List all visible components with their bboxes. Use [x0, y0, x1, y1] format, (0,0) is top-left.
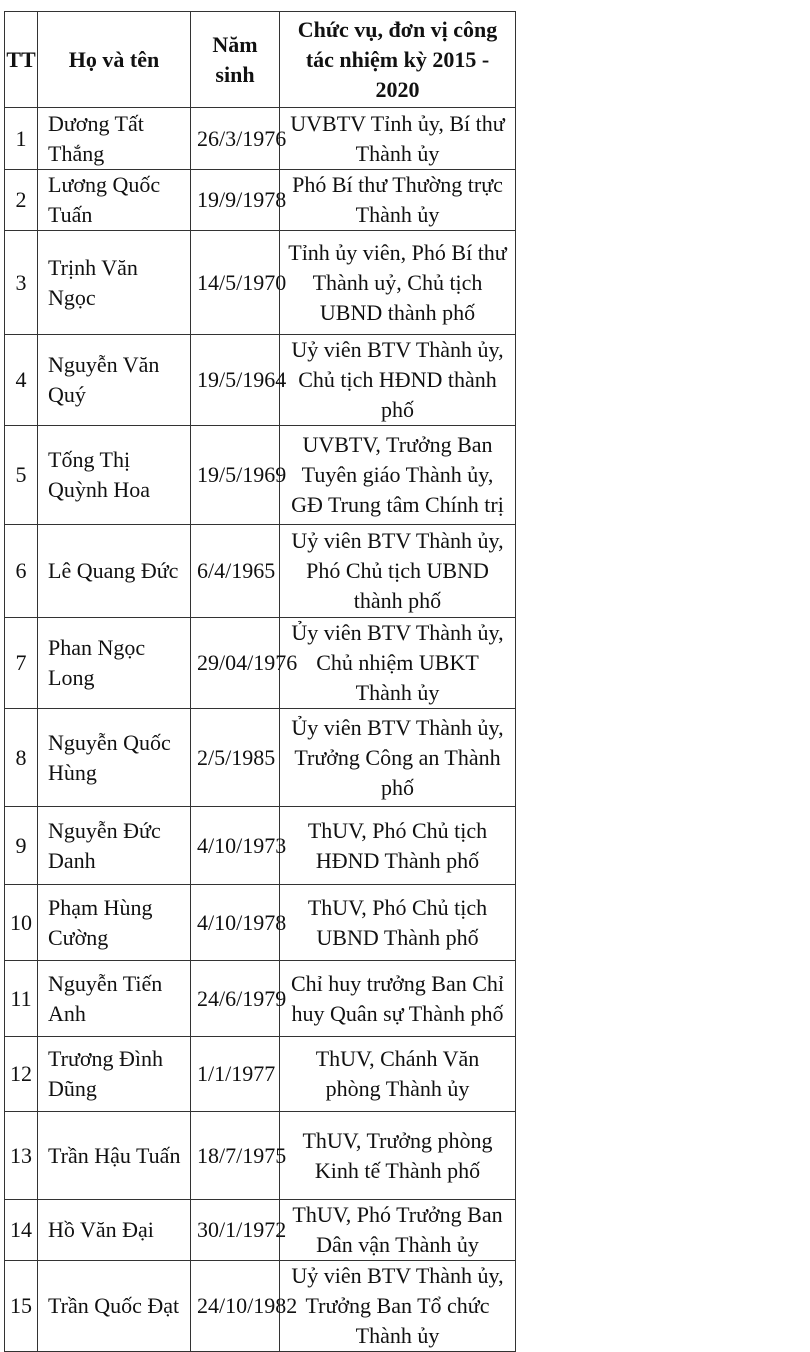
birth-date: 24/10/1982	[191, 1261, 280, 1352]
position-text: ThUV, Phó Chủ tịch UBND Thành phố	[280, 885, 516, 961]
header-row	[5, 12, 516, 108]
position-text: Phó Bí thư Thường trực Thành ủy	[280, 170, 516, 231]
position-text: Ủy viên BTV Thành ủy, Trưởng Công an Thành phố	[280, 709, 516, 807]
birth-date: 2/5/1985	[191, 709, 280, 807]
position-text: ThUV, Phó Chủ tịch HĐND Thành phố	[280, 807, 516, 885]
row-number: 4	[5, 335, 38, 426]
person-name: Dương Tất Thắng	[38, 108, 191, 170]
position-text: ThUV, Phó Trưởng Ban Dân vận Thành ủy	[280, 1200, 516, 1261]
position-text: UVBTV Tỉnh ủy, Bí thư Thành ủy	[280, 108, 516, 170]
person-name: Phan Ngọc Long	[38, 618, 191, 709]
table-row	[5, 231, 516, 335]
birth-date: 19/5/1964	[191, 335, 280, 426]
header-tt: TT	[5, 12, 38, 108]
row-number: 5	[5, 426, 38, 525]
position-text: ThUV, Trưởng phòng Kinh tế Thành phố	[280, 1112, 516, 1200]
row-number: 13	[5, 1112, 38, 1200]
birth-date: 4/10/1973	[191, 807, 280, 885]
table-row	[5, 807, 516, 885]
table-row	[5, 335, 516, 426]
position-text: Uỷ viên BTV Thành ủy, Trưởng Ban Tổ chức Thành ủy	[280, 1261, 516, 1352]
table-row	[5, 108, 516, 170]
birth-date: 6/4/1965	[191, 525, 280, 618]
row-number: 2	[5, 170, 38, 231]
person-name: Nguyễn Văn Quý	[38, 335, 191, 426]
person-name: Nguyễn Tiến Anh	[38, 961, 191, 1037]
person-name: Trịnh Văn Ngọc	[38, 231, 191, 335]
birth-date: 24/6/1979	[191, 961, 280, 1037]
person-name: Hồ Văn Đại	[38, 1200, 191, 1261]
table-row	[5, 1261, 516, 1352]
person-name: Phạm Hùng Cường	[38, 885, 191, 961]
row-number: 3	[5, 231, 38, 335]
position-text: ThUV, Chánh Văn phòng Thành ủy	[280, 1037, 516, 1112]
position-text: Chỉ huy trưởng Ban Chỉ huy Quân sự Thành phố	[280, 961, 516, 1037]
person-name: Lê Quang Đức	[38, 525, 191, 618]
table-row	[5, 525, 516, 618]
row-number: 15	[5, 1261, 38, 1352]
birth-date: 18/7/1975	[191, 1112, 280, 1200]
row-number: 9	[5, 807, 38, 885]
birth-date: 4/10/1978	[191, 885, 280, 961]
header-name: Họ và tên	[38, 12, 191, 108]
row-number: 11	[5, 961, 38, 1037]
officials-table	[4, 11, 516, 1352]
table-row	[5, 1112, 516, 1200]
birth-date: 1/1/1977	[191, 1037, 280, 1112]
birth-date: 19/5/1969	[191, 426, 280, 525]
position-text: Uỷ viên BTV Thành ủy, Chủ tịch HĐND thành phố	[280, 335, 516, 426]
table-row	[5, 426, 516, 525]
table-row	[5, 618, 516, 709]
table-row	[5, 709, 516, 807]
person-name: Tống Thị Quỳnh Hoa	[38, 426, 191, 525]
person-name: Trần Hậu Tuấn	[38, 1112, 191, 1200]
birth-date: 29/04/1976	[191, 618, 280, 709]
person-name: Nguyễn Đức Danh	[38, 807, 191, 885]
header-position: Chức vụ, đơn vị công tác nhiệm kỳ 2015 - 2020	[280, 12, 516, 108]
header-birth: Năm sinh	[191, 12, 280, 108]
table-row	[5, 1037, 516, 1112]
row-number: 14	[5, 1200, 38, 1261]
person-name: Trần Quốc Đạt	[38, 1261, 191, 1352]
row-number: 1	[5, 108, 38, 170]
row-number: 6	[5, 525, 38, 618]
position-text: Ủy viên BTV Thành ủy, Chủ nhiệm UBKT Thành ủy	[280, 618, 516, 709]
position-text: Tỉnh ủy viên, Phó Bí thư Thành uỷ, Chủ tịch UBND thành phố	[280, 231, 516, 335]
row-number: 12	[5, 1037, 38, 1112]
position-text: UVBTV, Trưởng Ban Tuyên giáo Thành ủy, GĐ Trung tâm Chính trị	[280, 426, 516, 525]
person-name: Nguyễn Quốc Hùng	[38, 709, 191, 807]
birth-date: 19/9/1978	[191, 170, 280, 231]
person-name: Lương Quốc Tuấn	[38, 170, 191, 231]
table-row	[5, 170, 516, 231]
birth-date: 14/5/1970	[191, 231, 280, 335]
table-row	[5, 885, 516, 961]
row-number: 10	[5, 885, 38, 961]
birth-date: 30/1/1972	[191, 1200, 280, 1261]
table-row	[5, 961, 516, 1037]
person-name: Trương Đình Dũng	[38, 1037, 191, 1112]
position-text: Uỷ viên BTV Thành ủy, Phó Chủ tịch UBND thành phố	[280, 525, 516, 618]
table-row	[5, 1200, 516, 1261]
birth-date: 26/3/1976	[191, 108, 280, 170]
row-number: 8	[5, 709, 38, 807]
row-number: 7	[5, 618, 38, 709]
